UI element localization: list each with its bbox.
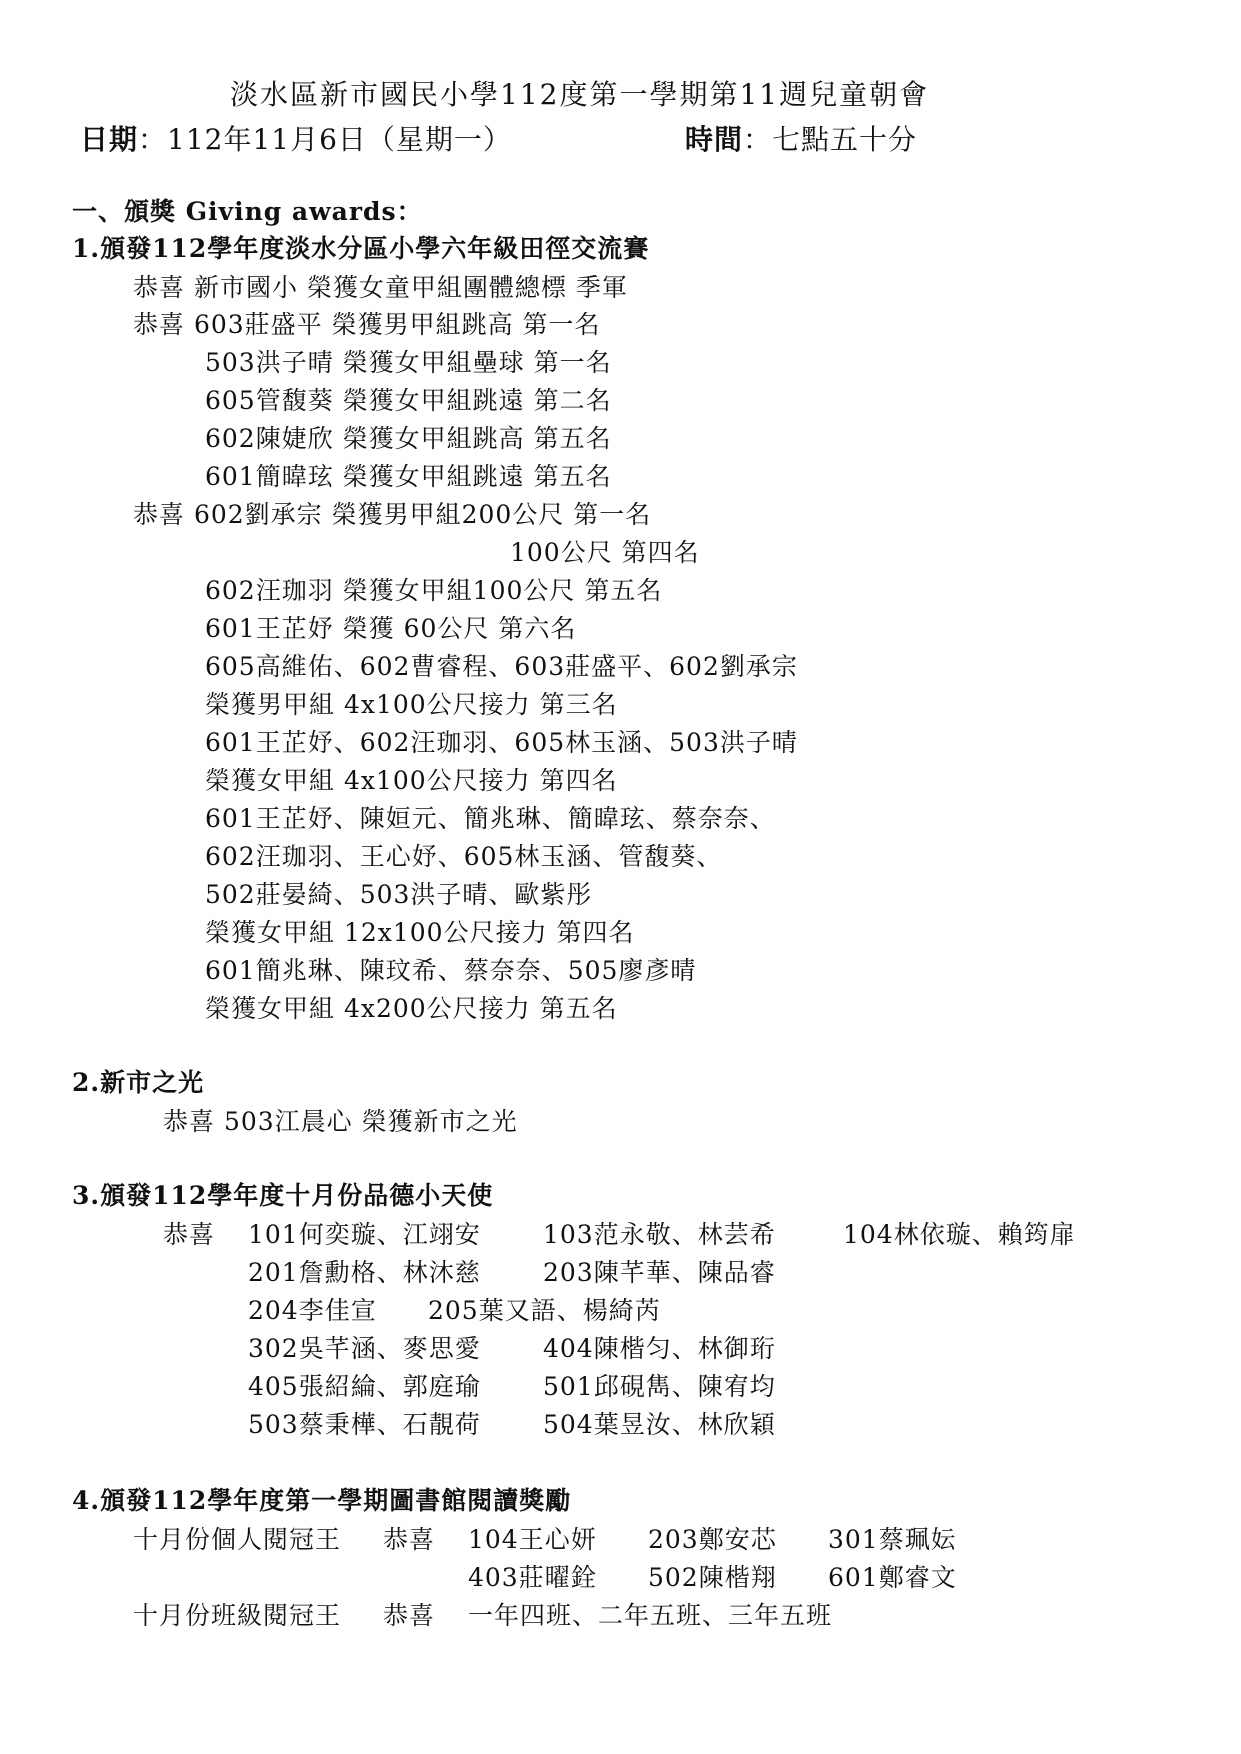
award-line: 502莊晏綺、503洪子晴、歐紫彤 [205, 880, 593, 909]
page-title: 淡水區新市國民小學112度第一學期第11週兒童朝會 [230, 78, 930, 111]
personal-reading-label: 十月份個人閱冠王 [133, 1525, 342, 1554]
item-3-title: 3.頒發112學年度十月份品德小天使 [72, 1181, 494, 1210]
date-value: ：112年11月6日（星期一） [138, 123, 512, 156]
award-line: 榮獲女甲組 12x100公尺接力 第四名 [205, 918, 635, 947]
award-line: 605高維佑、602曹睿程、603莊盛平、602劉承宗 [205, 652, 798, 681]
angel-cell: 103范永敬、林芸希 [543, 1220, 776, 1249]
section-awards-heading: 一、頒獎 Giving awards： [72, 197, 423, 226]
reader-cell: 301蔡珮妘 [828, 1525, 957, 1554]
angel-cell: 503蔡秉樺、石靚荷 [248, 1410, 481, 1439]
time-label: 時間 [685, 123, 744, 156]
award-line: 榮獲女甲組 4x200公尺接力 第五名 [205, 994, 618, 1023]
reader-cell: 203鄭安芯 [648, 1525, 777, 1554]
time-block [685, 125, 917, 155]
reader-cell: 104王心妍 [468, 1525, 597, 1554]
award-line: 601簡暐玹 榮獲女甲組跳遠 第五名 [205, 462, 612, 491]
class-winners: 一年四班、二年五班、三年五班 [468, 1601, 833, 1630]
congrats-lead: 恭喜 [383, 1601, 436, 1630]
angel-cell: 203陳芊華、陳品睿 [543, 1258, 776, 1287]
item-4-title: 4.頒發112學年度第一學期圖書館閱讀獎勵 [72, 1486, 572, 1515]
congrats-lead: 恭喜 [163, 1220, 216, 1249]
award-line: 602汪珈羽、王心妤、605林玉涵、管馥葵、 [205, 842, 723, 871]
date-label: 日期 [80, 123, 139, 156]
award-line: 恭喜 602劉承宗 榮獲男甲組200公尺 第一名 [133, 500, 652, 529]
angel-row [248, 1220, 481, 1250]
angel-cell: 501邱硯雋、陳宥均 [543, 1372, 776, 1401]
angel-cell: 405張紹綸、郭庭瑜 [248, 1372, 481, 1401]
class-reading-label: 十月份班級閱冠王 [133, 1601, 342, 1630]
congrats-lead: 恭喜 [383, 1525, 436, 1554]
award-line: 601王芷妤、602汪珈羽、605林玉涵、503洪子晴 [205, 728, 798, 757]
award-line: 503洪子晴 榮獲女甲組壘球 第一名 [205, 348, 612, 377]
angel-cell: 101何奕璇、江翊安 [248, 1220, 481, 1249]
angel-cell: 504葉昱汝、林欣穎 [543, 1410, 776, 1439]
award-line: 602汪珈羽 榮獲女甲組100公尺 第五名 [205, 576, 663, 605]
angel-cell: 104林依璇、賴筠扉 [843, 1220, 1076, 1249]
award-line: 605管馥葵 榮獲女甲組跳遠 第二名 [205, 386, 612, 415]
angel-cell: 404陳楷匀、林御珩 [543, 1334, 776, 1363]
award-line: 恭喜 503江晨心 榮獲新市之光 [163, 1107, 518, 1136]
award-line: 601簡兆琳、陳玟希、蔡奈奈、505廖彥晴 [205, 956, 697, 985]
award-line: 601王芷妤 榮獲 60公尺 第六名 [205, 614, 577, 643]
award-line: 榮獲男甲組 4x100公尺接力 第三名 [205, 690, 618, 719]
angel-cell: 201詹勳格、林沐慈 [248, 1258, 481, 1287]
reader-cell: 403莊曜銓 [468, 1563, 597, 1592]
angel-cell: 302吳芊涵、麥思愛 [248, 1334, 481, 1363]
award-line: 100公尺 第四名 [510, 538, 700, 567]
time-value: ：七點五十分 [743, 123, 918, 156]
date-time-row [80, 123, 918, 156]
angel-cell: 204李佳宣 [248, 1296, 377, 1325]
item-2-title: 2.新市之光 [72, 1068, 205, 1097]
angel-cell: 205葉又語、楊綺芮 [428, 1296, 661, 1325]
award-line: 恭喜 新市國小 榮獲女童甲組團體總標 季軍 [133, 273, 628, 302]
award-line: 602陳婕欣 榮獲女甲組跳高 第五名 [205, 424, 612, 453]
reader-cell: 601鄭睿文 [828, 1563, 957, 1592]
award-line: 恭喜 603莊盛平 榮獲男甲組跳高 第一名 [133, 310, 601, 339]
item-1-title: 1.頒發112學年度淡水分區小學六年級田徑交流賽 [72, 234, 650, 263]
award-line: 榮獲女甲組 4x100公尺接力 第四名 [205, 766, 618, 795]
reader-cell: 502陳楷翔 [648, 1563, 777, 1592]
award-line: 601王芷妤、陳姮元、簡兆琳、簡暐玹、蔡奈奈、 [205, 804, 776, 833]
